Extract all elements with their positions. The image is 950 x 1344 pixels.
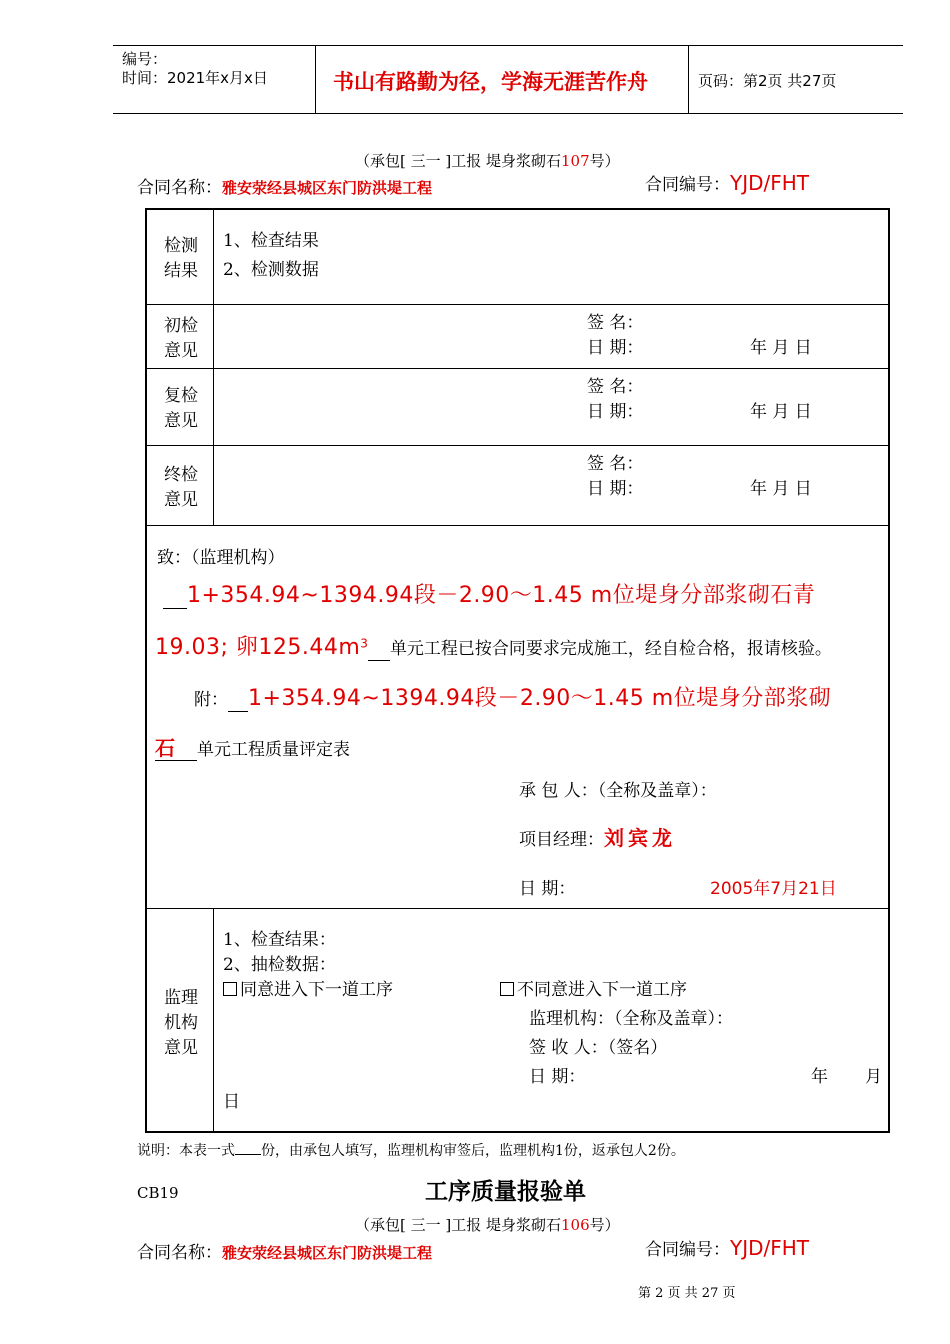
sup-date: 日 期：	[529, 1067, 586, 1087]
final-sign: 签 名：	[587, 454, 644, 474]
first-date: 日 期：	[587, 338, 644, 358]
disagree-box[interactable]	[500, 982, 514, 996]
attach-line-2: 石 单元工程质量评定表	[155, 736, 350, 760]
unit-line-1: 1+354.94~1394.94段－2.90～1.45 m位堤身分部浆砌石青	[163, 578, 815, 609]
first-date-ymd: 年 月 日	[750, 338, 812, 358]
submit-date-label: 日 期：	[519, 879, 576, 899]
report2-contract-no-row: 合同编号：YJD/FHT	[645, 1236, 810, 1260]
code-label: 编号：	[122, 50, 168, 68]
form-note: 说明：本表一式 份，由承包人填写，监理机构审签后，监理机构1份，返承包人2份。	[137, 1140, 685, 1160]
test-line-1: 1、检查结果	[223, 231, 319, 251]
inspection-form	[145, 208, 890, 1133]
contract-no-row: 合同编号：YJD/FHT	[645, 171, 810, 195]
final-date-ymd: 年 月 日	[750, 479, 812, 499]
second-sign: 签 名：	[587, 377, 644, 397]
project-manager-row: 项目经理：刘宾龙	[519, 826, 676, 850]
form-code: CB19	[137, 1184, 179, 1202]
page-label: 页码：第2页 共27页	[698, 72, 837, 90]
second-inspection-label: 复检 意见	[164, 386, 198, 431]
test-line-2: 2、检测数据	[223, 260, 319, 280]
test-result-label: 检测 结果	[164, 236, 198, 281]
attach-line-1: 附： 1+354.94~1394.94段－2.90～1.45 m位堤身分部浆砌	[194, 686, 832, 711]
final-inspection-label: 终检 意见	[164, 465, 198, 510]
sup-day: 日	[223, 1092, 240, 1112]
first-inspection-label: 初检 意见	[164, 316, 198, 361]
to-label: 致：（监理机构）	[157, 548, 285, 568]
second-date-ymd: 年 月 日	[750, 402, 812, 422]
sup-month: 月	[865, 1067, 882, 1087]
page-footer: 第 2 页 共 27 页	[638, 1286, 736, 1301]
motto: 书山有路勤为径，学海无涯苦作舟	[333, 69, 648, 94]
sup-org: 监理机构：（全称及盖章）：	[529, 1009, 733, 1029]
contract-no: YJD/FHT	[730, 171, 810, 195]
sup-line-2: 2、抽检数据：	[223, 955, 336, 975]
project-manager-name: 刘宾龙	[604, 826, 676, 850]
sup-line-1: 1、检查结果：	[223, 930, 336, 950]
final-date: 日 期：	[587, 479, 644, 499]
supervisor-label: 监理 机构 意见	[164, 988, 198, 1058]
second-date: 日 期：	[587, 402, 644, 422]
report-subtitle: （承包[ 三一 ]工报 堤身浆砌石107号）	[355, 152, 620, 170]
disagree-checkbox[interactable]: 不同意进入下一道工序	[500, 975, 687, 1000]
submit-date-value: 2005年7月21日	[710, 879, 837, 899]
contract-name: 雅安荥经县城区东门防洪堤工程	[222, 179, 433, 197]
sup-sign: 签 收 人：（签名）	[529, 1038, 668, 1058]
report2-contract-name-row: 合同名称：雅安荥经县城区东门防洪堤工程	[137, 1243, 433, 1263]
contract-name-row: 合同名称：雅安荥经县城区东门防洪堤工程	[137, 178, 433, 198]
unit-line-2: 19.03; 卵$125.44m^3$ 单元工程已按合同要求完成施工，经自检合格，报请核验。	[155, 635, 832, 660]
sup-year: 年	[811, 1067, 828, 1087]
report2-subtitle: （承包[ 三一 ]工报 堤身浆砌石106号）	[355, 1216, 620, 1234]
time-label: 时间：2021年x月x日	[122, 69, 268, 87]
agree-box[interactable]	[223, 982, 237, 996]
first-sign: 签 名：	[587, 313, 644, 333]
agree-checkbox[interactable]: 同意进入下一道工序	[223, 975, 393, 1000]
form-title: 工序质量报验单	[425, 1178, 586, 1205]
contractor-label: 承 包 人：（全称及盖章）：	[519, 781, 717, 801]
